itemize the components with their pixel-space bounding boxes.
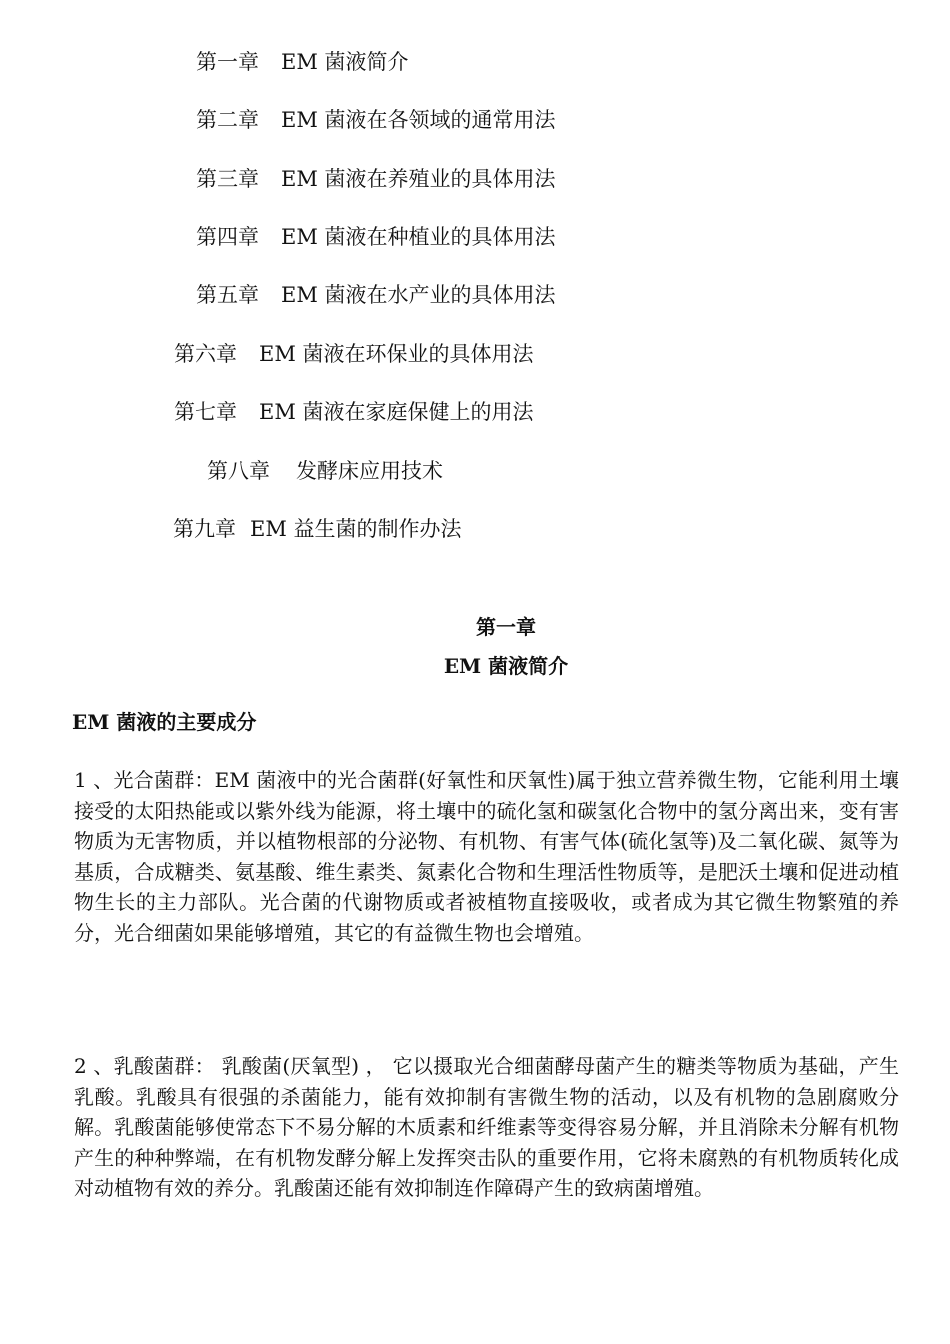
section-heading: EM 菌液的主要成分 <box>72 710 257 734</box>
toc-chapter-title: 发酵床应用技术 <box>296 459 443 483</box>
toc-entry-2 <box>196 106 556 134</box>
toc-chapter-number: 第七章 <box>174 400 237 424</box>
toc-chapter-title: EM 益生菌的制作办法 <box>250 517 462 541</box>
chapter-number-heading: 第一章 <box>476 615 536 639</box>
toc-entry-7 <box>174 398 534 426</box>
toc-chapter-number: 第一章 <box>196 50 259 74</box>
toc-chapter-number: 第八章 <box>207 459 270 483</box>
toc-chapter-title: EM 菌液在种植业的具体用法 <box>281 225 556 249</box>
chapter-title-heading: EM 菌液简介 <box>443 654 569 678</box>
toc-chapter-title: EM 菌液简介 <box>281 50 409 74</box>
toc-chapter-number: 第六章 <box>174 342 237 366</box>
toc-entry-5 <box>196 281 556 309</box>
paragraph-lactic-acid-bacteria: 2 、乳酸菌群： 乳酸菌(厌氧型) ， 它以摄取光合细菌酵母菌产生的糖类等物质为基础，产生乳酸。乳酸具有很强的杀菌能力，能有效抑制有害微生物的活动，以及有机物的急剧腐败分解。乳酸菌能够使常态下不易分解的木质素和纤维素等变得容易分解，并且消除未分解有机物产生的种种弊端，在有机物发酵分解上发挥突击队的重要作用，它将未腐熟的有机物质转化成对动植物有效的养分。乳酸菌还能有效抑制连作障碍产生的致病菌增殖。 <box>74 1054 899 1201</box>
toc-entry-9 <box>173 515 462 543</box>
toc-chapter-number: 第四章 <box>196 225 259 249</box>
toc-chapter-title: EM 菌液在养殖业的具体用法 <box>281 167 556 191</box>
toc-chapter-title: EM 菌液在各领域的通常用法 <box>281 108 556 132</box>
toc-chapter-number: 第三章 <box>196 167 259 191</box>
toc-entry-4 <box>196 223 556 251</box>
toc-entry-1 <box>196 48 409 76</box>
toc-chapter-number: 第二章 <box>196 108 259 132</box>
toc-entry-3 <box>196 165 556 193</box>
toc-chapter-title: EM 菌液在水产业的具体用法 <box>281 283 556 307</box>
toc-chapter-title: EM 菌液在家庭保健上的用法 <box>259 400 534 424</box>
paragraph-photosynthetic-bacteria: 1 、光合菌群：EM 菌液中的光合菌群(好氧性和厌氧性)属于独立营养微生物，它能利用土壤接受的太阳热能或以紫外线为能源，将土壤中的硫化氢和碳氢化合物中的氢分离出来，变有害物质为无害物质，并以植物根部的分泌物、有机物、有害气体(硫化氢等)及二氧化碳、氮等为基质，合成糖类、氨基酸、维生素类、氮素化合物和生理活性物质等，是肥沃土壤和促进动植物生长的主力部队。光合菌的代谢物质或者被植物直接吸收，或者成为其它微生物繁殖的养分，光合细菌如果能够增殖，其它的有益微生物也会增殖。 <box>74 768 899 945</box>
toc-chapter-number: 第九章 <box>173 517 236 541</box>
toc-chapter-number: 第五章 <box>196 283 259 307</box>
toc-entry-6 <box>174 340 534 368</box>
toc-chapter-title: EM 菌液在环保业的具体用法 <box>259 342 534 366</box>
toc-entry-8 <box>207 457 443 485</box>
